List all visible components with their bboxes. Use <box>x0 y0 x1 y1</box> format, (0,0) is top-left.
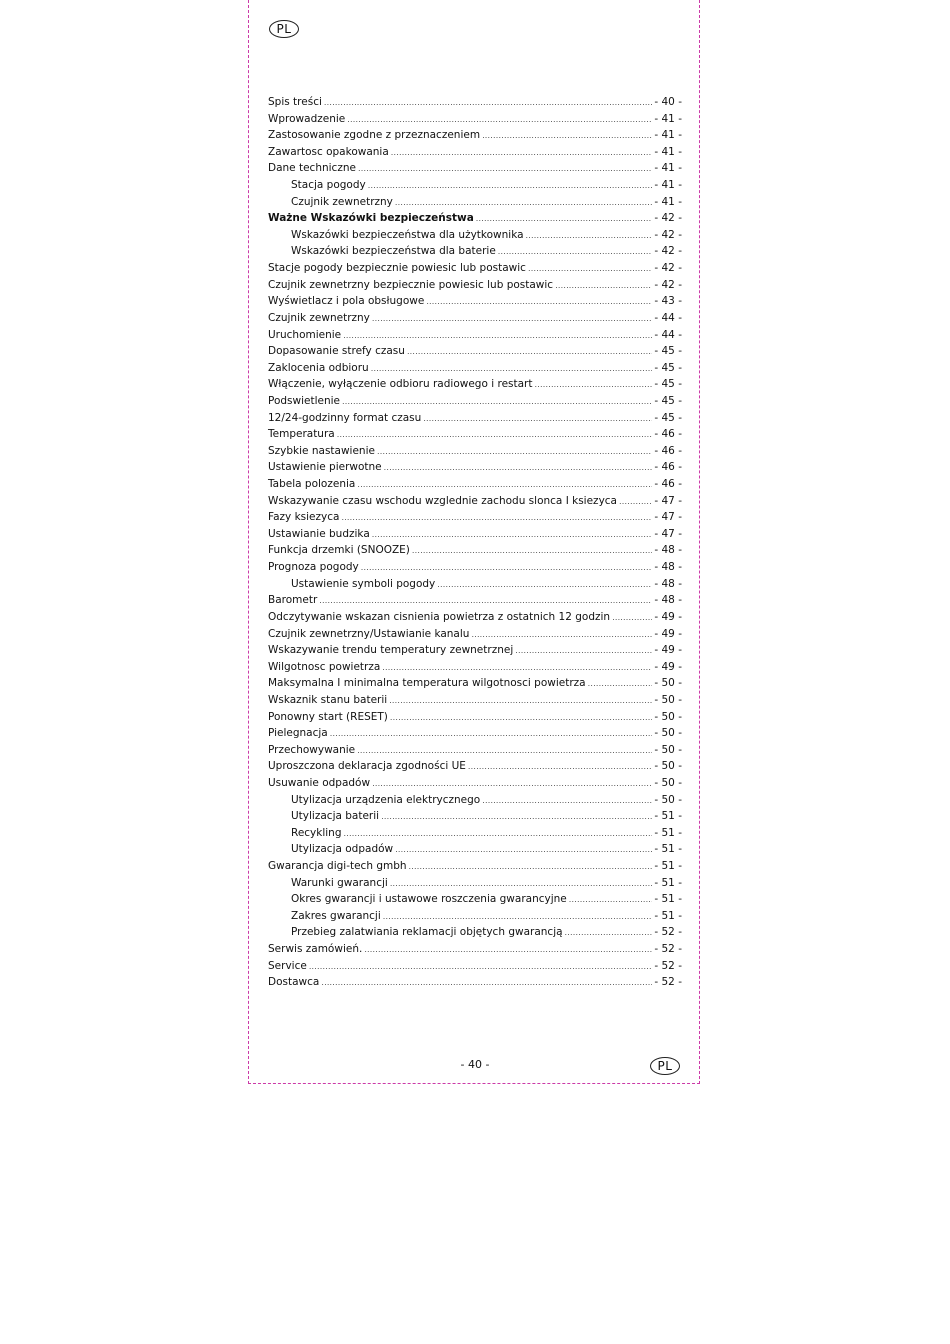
toc-entry-title: Zaklocenia odbioru <box>268 361 369 374</box>
toc-entry-title: Wskazywanie trendu temperatury zewnetrznej <box>268 644 514 657</box>
toc-entry-page: - 52 - <box>654 959 682 972</box>
toc-entry-title: Ustawienie pierwotne <box>268 461 382 474</box>
toc-entry-title: Utylizacja odpadów <box>291 843 394 856</box>
toc-entry[interactable] <box>268 924 682 941</box>
toc-dot-leader <box>437 577 652 594</box>
table-of-contents <box>268 94 682 991</box>
toc-entry-page: - 41 - <box>654 145 682 158</box>
toc-dot-leader <box>384 460 653 477</box>
toc-entry-title: Szybkie nastawienie <box>268 444 375 457</box>
toc-entry[interactable] <box>268 609 682 626</box>
toc-entry-page: - 47 - <box>654 527 682 540</box>
toc-entry-title: Wskazówki bezpieczeństwa dla baterie <box>291 245 496 258</box>
toc-dot-leader <box>498 244 653 261</box>
toc-entry[interactable] <box>268 692 682 709</box>
toc-entry-page: - 44 - <box>654 311 682 324</box>
toc-entry-title: Zastosowanie zgodne z przeznaczeniem <box>268 129 481 142</box>
toc-dot-leader <box>344 826 653 843</box>
toc-entry-title: Funkcja drzemki (SNOOZE) <box>268 544 410 557</box>
toc-dot-leader <box>426 294 652 311</box>
toc-dot-leader <box>395 195 652 212</box>
toc-dot-leader <box>565 925 653 942</box>
toc-entry-title: Czujnik zewnetrzny <box>268 311 370 324</box>
toc-entry[interactable] <box>268 758 682 775</box>
toc-dot-leader <box>534 377 652 394</box>
toc-entry-page: - 41 - <box>654 195 682 208</box>
toc-dot-leader <box>395 842 652 859</box>
toc-entry-page: - 51 - <box>654 860 682 873</box>
toc-entry-title: Ponowny start (RESET) <box>268 710 388 723</box>
toc-entry-title: Prognoza pogody <box>268 561 359 574</box>
toc-entry-page: - 45 - <box>654 361 682 374</box>
toc-entry[interactable] <box>268 327 682 344</box>
toc-entry-page: - 50 - <box>654 710 682 723</box>
toc-entry[interactable] <box>268 542 682 559</box>
toc-entry-page: - 51 - <box>654 826 682 839</box>
toc-entry-page: - 46 - <box>654 478 682 491</box>
toc-entry[interactable] <box>268 642 682 659</box>
toc-entry[interactable] <box>268 443 682 460</box>
toc-dot-leader <box>555 278 652 295</box>
toc-entry-title: Przebieg zalatwiania reklamacji objętych gwarancją <box>291 926 563 939</box>
toc-entry-page: - 46 - <box>654 428 682 441</box>
toc-entry[interactable] <box>268 310 682 327</box>
toc-entry-title: Barometr <box>268 594 318 607</box>
toc-entry-title: Utylizacja baterii <box>291 810 380 823</box>
toc-entry-page: - 52 - <box>654 976 682 989</box>
toc-dot-leader <box>309 959 653 976</box>
toc-entry-title: Utylizacja urządzenia elektrycznego <box>291 793 481 806</box>
toc-entry[interactable] <box>268 559 682 576</box>
toc-entry-title: Przechowywanie <box>268 743 356 756</box>
toc-entry-page: - 48 - <box>654 577 682 590</box>
toc-entry[interactable] <box>268 493 682 510</box>
toc-entry[interactable] <box>268 343 682 360</box>
toc-dot-leader <box>324 95 652 112</box>
toc-entry-page: - 46 - <box>654 444 682 457</box>
toc-dot-leader <box>347 112 652 129</box>
toc-entry[interactable] <box>268 210 682 227</box>
toc-entry-page: - 50 - <box>654 677 682 690</box>
toc-dot-leader <box>382 660 652 677</box>
toc-entry[interactable] <box>268 393 682 410</box>
toc-dot-leader <box>341 510 652 527</box>
toc-dot-leader <box>364 942 652 959</box>
toc-entry-page: - 47 - <box>654 494 682 507</box>
toc-entry[interactable] <box>268 360 682 377</box>
toc-entry-title: Czujnik zewnetrzny/Ustawianie kanalu <box>268 627 470 640</box>
toc-entry-page: - 49 - <box>654 644 682 657</box>
toc-entry-title: Fazy ksiezyca <box>268 511 340 524</box>
toc-dot-leader <box>357 743 652 760</box>
toc-entry[interactable] <box>268 277 682 294</box>
toc-entry-page: - 51 - <box>654 810 682 823</box>
toc-entry[interactable] <box>268 775 682 792</box>
toc-entry[interactable] <box>268 941 682 958</box>
toc-entry[interactable] <box>268 459 682 476</box>
toc-entry-title: Czujnik zewnetrzny bezpiecznie powiesic lub postawic <box>268 278 554 291</box>
toc-entry-page: - 52 - <box>654 926 682 939</box>
toc-entry-page: - 45 - <box>654 378 682 391</box>
toc-entry-page: - 42 - <box>654 228 682 241</box>
toc-entry-page: - 50 - <box>654 743 682 756</box>
toc-entry-title: Ustawianie budzika <box>268 527 370 540</box>
toc-entry-title: Recykling <box>291 826 342 839</box>
toc-dot-leader <box>357 477 652 494</box>
toc-dot-leader <box>321 975 652 992</box>
toc-dot-leader <box>390 876 653 893</box>
toc-entry-page: - 41 - <box>654 179 682 192</box>
toc-entry-title: Podswietlenie <box>268 394 341 407</box>
toc-entry-page: - 49 - <box>654 627 682 640</box>
toc-dot-leader <box>569 892 653 909</box>
toc-entry[interactable] <box>268 526 682 543</box>
toc-dot-leader <box>361 560 653 577</box>
toc-entry-page: - 41 - <box>654 112 682 125</box>
page-number: - 40 - <box>460 1058 490 1071</box>
toc-entry-page: - 45 - <box>654 411 682 424</box>
toc-entry-title: Wskaznik stanu baterii <box>268 693 388 706</box>
toc-entry-title: 12/24-godzinny format czasu <box>268 411 422 424</box>
toc-dot-leader <box>391 145 653 162</box>
language-badge-top: PL <box>269 20 299 38</box>
toc-entry-title: Stacja pogody <box>291 179 366 192</box>
toc-entry[interactable] <box>268 626 682 643</box>
toc-entry-title: Zawartosc opakowania <box>268 145 389 158</box>
toc-entry-title: Gwarancja digi-tech gmbh <box>268 860 407 873</box>
toc-entry-page: - 41 - <box>654 129 682 142</box>
toc-entry[interactable] <box>268 293 682 310</box>
toc-entry-page: - 50 - <box>654 760 682 773</box>
toc-entry-title: Tabela polozenia <box>268 478 356 491</box>
toc-dot-leader <box>476 211 653 228</box>
toc-entry[interactable] <box>268 742 682 759</box>
toc-entry-title: Spis treści <box>268 96 322 108</box>
toc-entry-title: Dostawca <box>268 976 320 989</box>
toc-entry[interactable] <box>268 958 682 975</box>
toc-dot-leader <box>612 610 652 627</box>
toc-dot-leader <box>409 859 653 876</box>
toc-entry-page: - 50 - <box>654 793 682 806</box>
toc-dot-leader <box>383 909 653 926</box>
toc-entry-title: Serwis zamówień. <box>268 943 363 956</box>
toc-entry-title: Uruchomienie <box>268 328 342 341</box>
toc-dot-leader <box>372 527 653 544</box>
toc-entry[interactable] <box>268 160 682 177</box>
toc-entry-title: Wilgotnosc powietrza <box>268 660 381 673</box>
toc-entry-title: Wyświetlacz i pola obsługowe <box>268 295 425 308</box>
toc-dot-leader <box>412 543 652 560</box>
toc-dot-leader <box>389 693 652 710</box>
toc-entry[interactable] <box>268 177 682 194</box>
toc-entry[interactable] <box>268 509 682 526</box>
toc-entry-title: Zakres gwarancji <box>291 909 381 922</box>
toc-entry[interactable] <box>268 808 682 825</box>
toc-entry-page: - 43 - <box>654 295 682 308</box>
toc-dot-leader <box>468 759 652 776</box>
toc-entry[interactable] <box>268 841 682 858</box>
toc-entry-page: - 42 - <box>654 212 682 225</box>
toc-dot-leader <box>381 809 652 826</box>
toc-entry[interactable] <box>268 858 682 875</box>
toc-entry-title: Temperatura <box>268 428 335 441</box>
toc-dot-leader <box>588 676 653 693</box>
toc-entry-title: Wprowadzenie <box>268 112 346 125</box>
toc-entry-title: Maksymalna I minimalna temperatura wilgotnosci powietrza <box>268 677 586 690</box>
toc-dot-leader <box>407 344 652 361</box>
toc-entry-title: Ustawienie symboli pogody <box>291 577 436 590</box>
toc-dot-leader <box>372 776 652 793</box>
toc-entry-page: - 48 - <box>654 561 682 574</box>
toc-entry-title: Włączenie, wyłączenie odbioru radiowego i restart <box>268 378 533 391</box>
toc-dot-leader <box>515 643 652 660</box>
toc-entry[interactable] <box>268 792 682 809</box>
toc-entry-title: Usuwanie odpadów <box>268 776 371 789</box>
toc-entry-page: - 44 - <box>654 328 682 341</box>
toc-entry[interactable] <box>268 576 682 593</box>
toc-dot-leader <box>337 427 653 444</box>
toc-entry-page: - 46 - <box>654 461 682 474</box>
toc-entry[interactable] <box>268 227 682 244</box>
toc-entry-page: - 49 - <box>654 610 682 623</box>
toc-entry[interactable] <box>268 194 682 211</box>
toc-entry[interactable] <box>268 94 682 111</box>
toc-dot-leader <box>619 494 652 511</box>
toc-dot-leader <box>390 710 652 727</box>
toc-entry-page: - 51 - <box>654 876 682 889</box>
toc-dot-leader <box>368 178 653 195</box>
toc-entry[interactable] <box>268 592 682 609</box>
toc-entry-page: - 42 - <box>654 262 682 275</box>
language-badge-bottom: PL <box>650 1057 680 1075</box>
toc-entry-title: Odczytywanie wskazan cisnienia powietrza z ostatnich 12 godzin <box>268 610 611 623</box>
toc-entry-title: Wskazywanie czasu wschodu wzglednie zachodu slonca I ksiezyca <box>268 494 617 507</box>
toc-entry[interactable] <box>268 875 682 892</box>
toc-entry-title: Stacje pogody bezpiecznie powiesic lub postawic <box>268 262 526 275</box>
toc-dot-leader <box>482 793 652 810</box>
toc-entry-page: - 45 - <box>654 345 682 358</box>
toc-entry-page: - 49 - <box>654 660 682 673</box>
toc-entry-page: - 52 - <box>654 943 682 956</box>
toc-entry[interactable] <box>268 825 682 842</box>
toc-entry-title: Pielegnacja <box>268 727 328 740</box>
toc-entry-title: Service <box>268 959 307 972</box>
toc-entry-title: Czujnik zewnetrzny <box>291 195 393 208</box>
toc-entry[interactable] <box>268 243 682 260</box>
toc-entry-title: Uproszczona deklaracja zgodności UE <box>268 760 466 773</box>
toc-entry-title: Okres gwarancji i ustawowe roszczenia gwarancyjne <box>291 893 567 906</box>
toc-entry[interactable] <box>268 410 682 427</box>
toc-dot-leader <box>423 411 652 428</box>
toc-entry-page: - 42 - <box>654 278 682 291</box>
toc-dot-leader <box>471 627 652 644</box>
toc-dot-leader <box>377 444 652 461</box>
toc-entry[interactable] <box>268 974 682 991</box>
toc-entry[interactable] <box>268 111 682 128</box>
toc-entry[interactable] <box>268 476 682 493</box>
toc-entry[interactable] <box>268 725 682 742</box>
toc-entry[interactable] <box>268 376 682 393</box>
toc-entry[interactable] <box>268 908 682 925</box>
toc-entry-page: - 51 - <box>654 893 682 906</box>
toc-entry-page: - 51 - <box>654 909 682 922</box>
toc-entry-page: - 51 - <box>654 843 682 856</box>
toc-dot-leader <box>482 128 652 145</box>
toc-entry-page: - 48 - <box>654 594 682 607</box>
toc-entry[interactable] <box>268 891 682 908</box>
toc-entry-page: - 48 - <box>654 544 682 557</box>
toc-entry-page: - 47 - <box>654 511 682 524</box>
toc-entry-title: Ważne Wskazówki bezpieczeństwa <box>268 212 474 225</box>
toc-dot-leader <box>358 161 652 178</box>
toc-entry-page: - 41 - <box>654 162 682 175</box>
toc-entry-title: Warunki gwarancji <box>291 876 388 889</box>
toc-entry[interactable] <box>268 709 682 726</box>
toc-entry-page: - 50 - <box>654 693 682 706</box>
toc-entry[interactable] <box>268 144 682 161</box>
toc-entry-title: Wskazówki bezpieczeństwa dla użytkownika <box>291 228 524 241</box>
toc-entry-title: Dopasowanie strefy czasu <box>268 345 405 358</box>
toc-entry[interactable] <box>268 260 682 277</box>
toc-dot-leader <box>372 311 652 328</box>
toc-dot-leader <box>526 228 653 245</box>
toc-dot-leader <box>342 394 652 411</box>
toc-dot-leader <box>528 261 652 278</box>
toc-entry-page: - 50 - <box>654 727 682 740</box>
toc-entry[interactable] <box>268 127 682 144</box>
toc-dot-leader <box>330 726 653 743</box>
toc-entry-page: - 40 - <box>654 96 682 108</box>
toc-dot-leader <box>343 328 652 345</box>
toc-entry-title: Dane techniczne <box>268 162 356 175</box>
toc-entry-page: - 50 - <box>654 776 682 789</box>
toc-entry-page: - 45 - <box>654 394 682 407</box>
toc-dot-leader <box>319 593 652 610</box>
toc-entry-page: - 42 - <box>654 245 682 258</box>
toc-entry[interactable] <box>268 675 682 692</box>
toc-entry[interactable] <box>268 426 682 443</box>
toc-dot-leader <box>371 361 653 378</box>
toc-entry[interactable] <box>268 659 682 676</box>
